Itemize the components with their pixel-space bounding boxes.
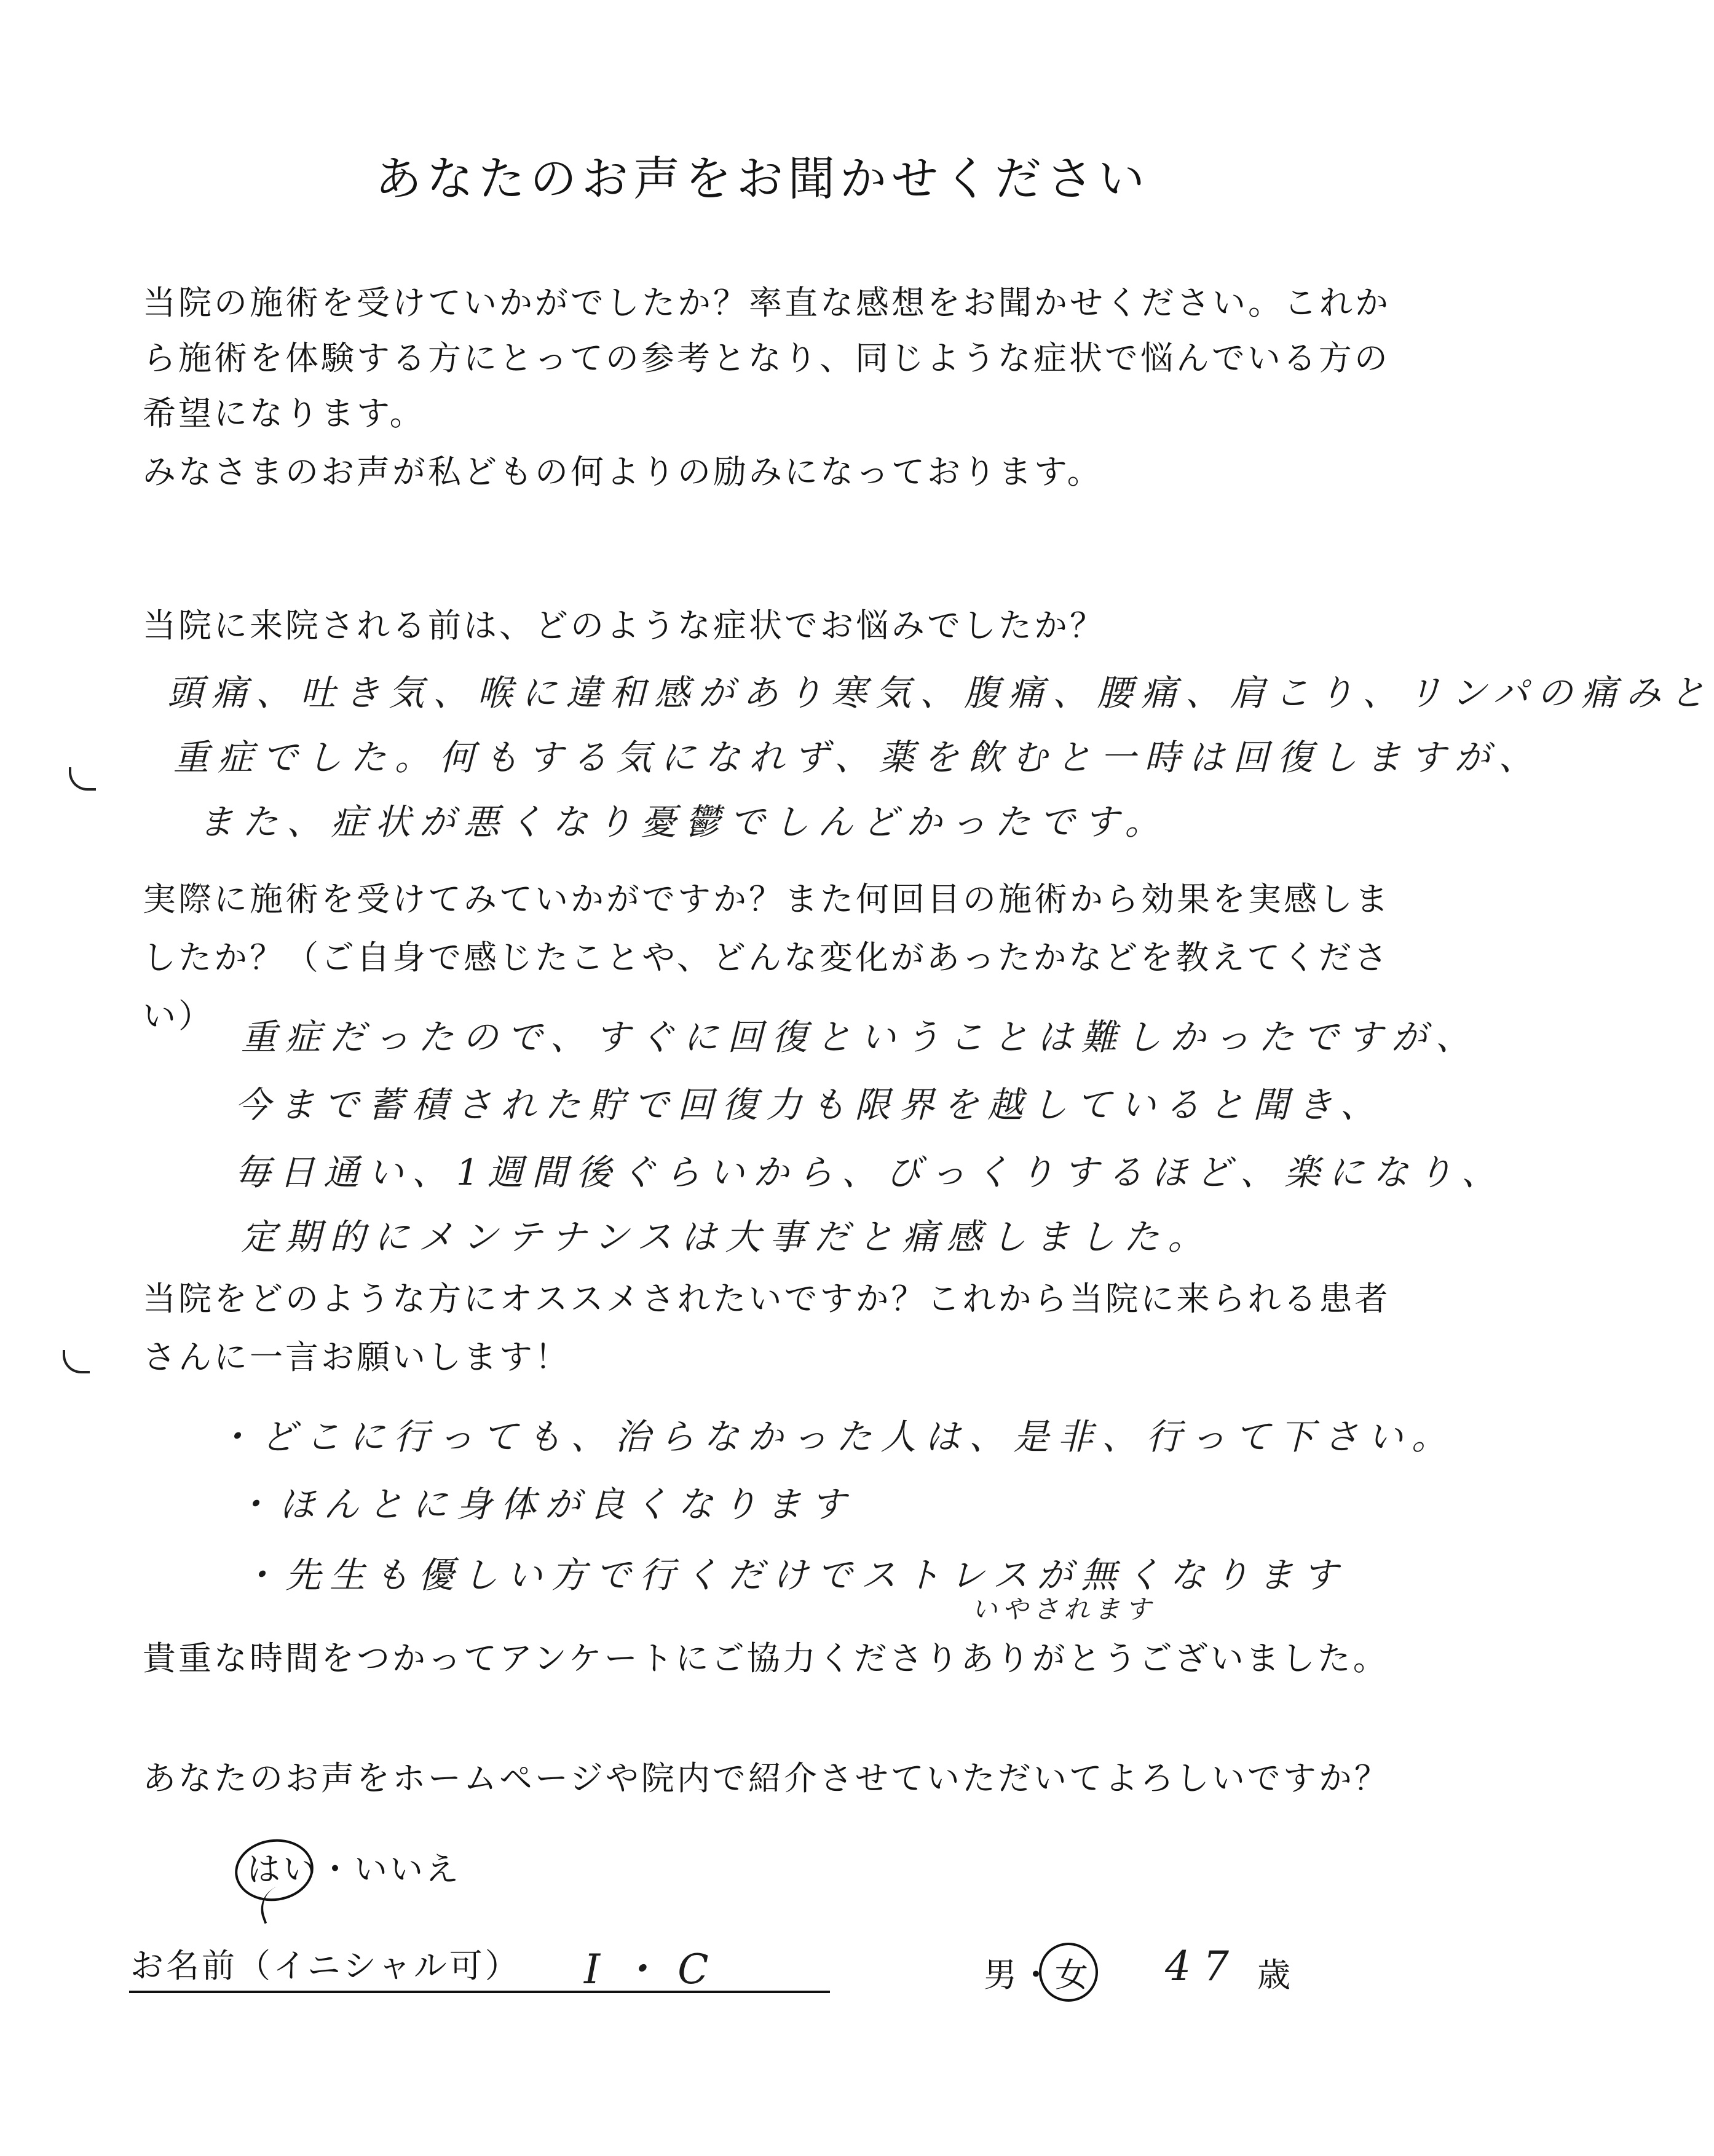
q2-answer-line-4: 定期的にメンテナンスは大事だと痛感しました。 (241, 1216, 1212, 1258)
intro-line-3: 希望になります。 (143, 394, 425, 433)
q2-question-line-3: い） (143, 997, 214, 1035)
q2-answer-line-1: 重症だったので、すぐに回復ということは難しかったですが、 (241, 1016, 1480, 1058)
q1-question: 当院に来院される前は、どのような症状でお悩みでしたか？ (143, 606, 1105, 645)
margin-mark (63, 1350, 90, 1373)
q3-question-line-2: さんに一言お願いします！ (143, 1338, 571, 1376)
age-suffix: 歳 (1257, 1956, 1293, 1994)
q1-answer-line-1: 頭痛、吐き気、喉に違和感があり寒気、腹痛、腰痛、肩こり、リンパの痛みと (167, 672, 1714, 714)
q2-question-line-2: したか？（ご自身で感じたことや、どんな変化があったかなどを教えてくださ (143, 938, 1390, 977)
name-value: I・C (584, 1946, 727, 1993)
q3-answer-note: いやされます (971, 1594, 1156, 1624)
consent-question: あなたのお声をホームページや院内で紹介させていただいてよろしいですか？ (143, 1759, 1390, 1798)
q3-question-line-1: 当院をどのような方にオススメされたいですか？これから当院に来られる患者 (143, 1279, 1391, 1318)
q1-answer-line-2: 重症でした。何もする気になれず、薬を飲むと一時は回復しますが、 (173, 736, 1543, 778)
q1-answer-line-3: また、症状が悪くなり憂鬱でしんどかったです。 (198, 801, 1169, 843)
age-value: 47 (1165, 1943, 1241, 1990)
female-circle-mark (1039, 1943, 1098, 2002)
name-label: お名前（イニシャル可） (130, 1946, 521, 1985)
name-underline (129, 1991, 830, 1993)
q3-answer-line-1: ・どこに行っても、治らなかった人は、是非、行って下さい。 (216, 1416, 1456, 1458)
intro-line-4: みなさまのお声が私どもの何よりの励みになっております。 (143, 452, 1103, 491)
q3-answer-line-2: ・ほんとに身体が良くなります (235, 1483, 855, 1525)
intro-line-1: 当院の施術を受けていかがでしたか？率直な感想をお聞かせください。これか (143, 283, 1391, 322)
page-title: あなたのお声をお聞かせください (375, 151, 1150, 206)
consent-options: はい・いいえ (247, 1850, 461, 1889)
thanks-text: 貴重な時間をつかってアンケートにご協力くださりありがとうございました。 (143, 1639, 1389, 1678)
q2-question-line-1: 実際に施術を受けてみていかがですか？また何回目の施術から効果を実感しま (143, 880, 1391, 918)
margin-mark (69, 767, 96, 791)
gender-options: 男・女 (984, 1956, 1091, 1994)
q2-answer-line-2: 今まで蓄積された貯で回復力も限界を越していると聞き、 (235, 1084, 1384, 1126)
q3-answer-line-3: ・先生も優しい方で行くだけでストレスが無くなります (241, 1554, 1347, 1596)
q2-answer-line-3: 毎日通い、1週間後ぐらいから、びっくりするほど、楽になり、 (235, 1151, 1506, 1193)
intro-line-2: ら施術を体験する方にとっての参考となり、同じような症状で悩んでいる方の (143, 339, 1390, 377)
